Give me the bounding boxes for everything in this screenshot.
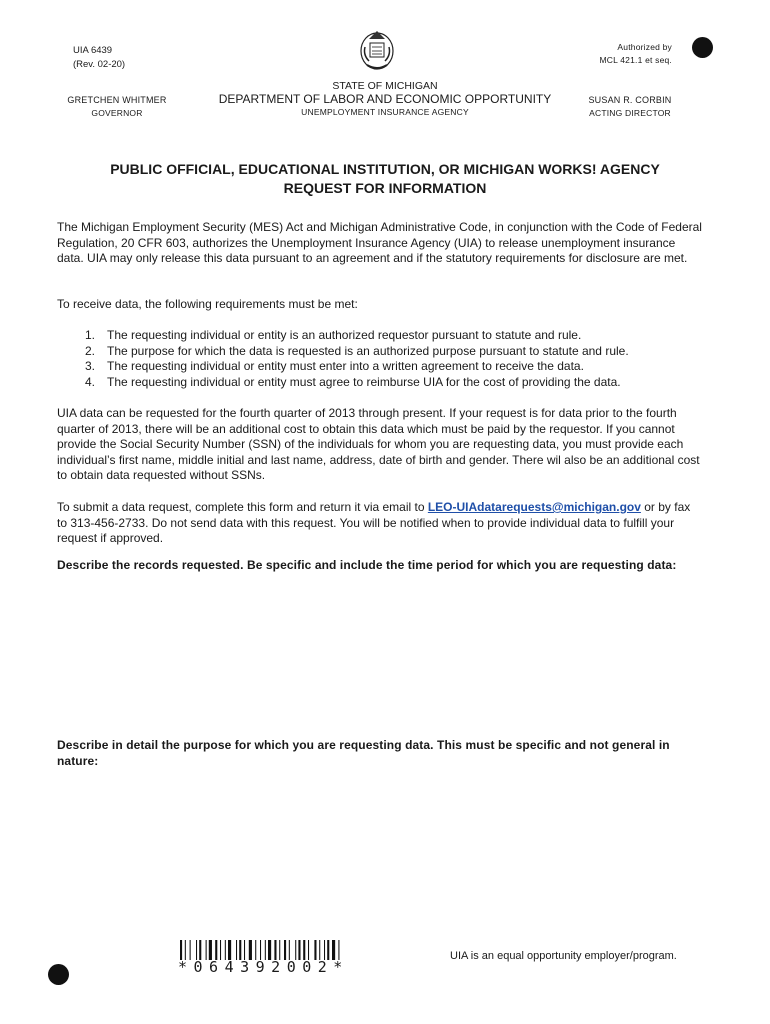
agency-name: UNEMPLOYMENT INSURANCE AGENCY <box>301 107 469 117</box>
submit-paragraph <box>57 500 702 547</box>
department-name: DEPARTMENT OF LABOR AND ECONOMIC OPPORTUNITY <box>218 92 552 106</box>
intro-paragraph: The Michigan Employment Security (MES) Act and Michigan Administrative Code, in conjunction with the Code of Federal Regulation, 20 CFR 603, authorizes the Unemployment Insurance Agency (UIA) to release unemployment insurance data. UIA may only release this data pursuant to an agreement and if the statutory requirements for disclosure are met. <box>57 220 702 265</box>
form-revision: (Rev. 02-20) <box>73 59 126 70</box>
records-prompt: Describe the records requested. Be specific and include the time period for which you are requesting data: <box>57 558 677 572</box>
list-item <box>85 359 705 375</box>
list-item-number: 3. <box>85 359 96 373</box>
list-item <box>85 328 705 344</box>
authorized-line1: Authorized by <box>617 42 672 52</box>
director-title: ACTING DIRECTOR <box>589 108 671 118</box>
registration-dot-bottom-left <box>48 964 69 985</box>
requirements-intro: To receive data, the following requirements must be met: <box>57 297 358 311</box>
email-link[interactable]: LEO-UIAdatarequests@michigan.gov <box>427 500 641 514</box>
requirements-list <box>85 328 705 390</box>
purpose-prompt: Describe in detail the purpose for which you are requesting data. This must be specific and not general in nature: <box>57 738 670 768</box>
form-title-line1: PUBLIC OFFICIAL, EDUCATIONAL INSTITUTION, OR MICHIGAN WORKS! AGENCY <box>110 161 660 177</box>
registration-dot-top-right <box>692 37 713 58</box>
list-item-number: 1. <box>85 328 96 342</box>
form-id: UIA 6439 <box>73 45 113 56</box>
equal-opportunity-statement: UIA is an equal opportunity employer/program. <box>450 950 677 962</box>
list-item-text: The requesting individual or entity must agree to reimburse UIA for the cost of providing the data. <box>107 374 621 389</box>
governor-name: GRETCHEN WHITMER <box>67 95 167 105</box>
governor-title: GOVERNOR <box>91 108 143 118</box>
records-response-area[interactable] <box>57 578 702 728</box>
barcode-digits: *064392002* <box>178 958 349 976</box>
list-item-text: The requesting individual or entity must enter into a written agreement to receive the data. <box>107 359 584 373</box>
list-item-text: The requesting individual or entity is an authorized requestor pursuant to statute and rule. <box>107 328 582 342</box>
list-item-number: 4. <box>85 374 96 389</box>
authorized-line2: MCL 421.1 et seq. <box>599 55 672 65</box>
form-title <box>0 160 770 198</box>
purpose-response-area[interactable] <box>57 772 702 922</box>
submit-text-before: To submit a data request, complete this form and return it via email to <box>57 500 428 514</box>
director-name: SUSAN R. CORBIN <box>588 95 672 105</box>
barcode-icon <box>180 940 400 960</box>
list-item <box>85 344 705 360</box>
state-name: STATE OF MICHIGAN <box>332 80 438 92</box>
form-title-line2: REQUEST FOR INFORMATION <box>283 180 487 196</box>
submit-text-after: or by fax to 313-456-2733. Do not send data with this request. You will be notified when to provide individual data to fulfill your request if approved. <box>57 500 691 545</box>
list-item <box>85 375 705 391</box>
data-period-paragraph: UIA data can be requested for the fourth quarter of 2013 through present. If your request is for data prior to the fourth quarter of 2013, there will be an additional cost to obtain this data which must be paid by the requestor. If you cannot provide the Social Security Number (SSN) of the individuals for whom you are requesting data, you must provide each individual’s first name, middle initial and last name, address, date of birth and gender. There wil also be an additional cost to obtain data requested without SSNs. <box>57 406 700 482</box>
list-item-number: 2. <box>85 343 96 358</box>
list-item-text: The purpose for which the data is requested is an authorized purpose pursuant to statute and rule. <box>107 343 629 358</box>
michigan-state-seal-icon <box>357 25 397 73</box>
